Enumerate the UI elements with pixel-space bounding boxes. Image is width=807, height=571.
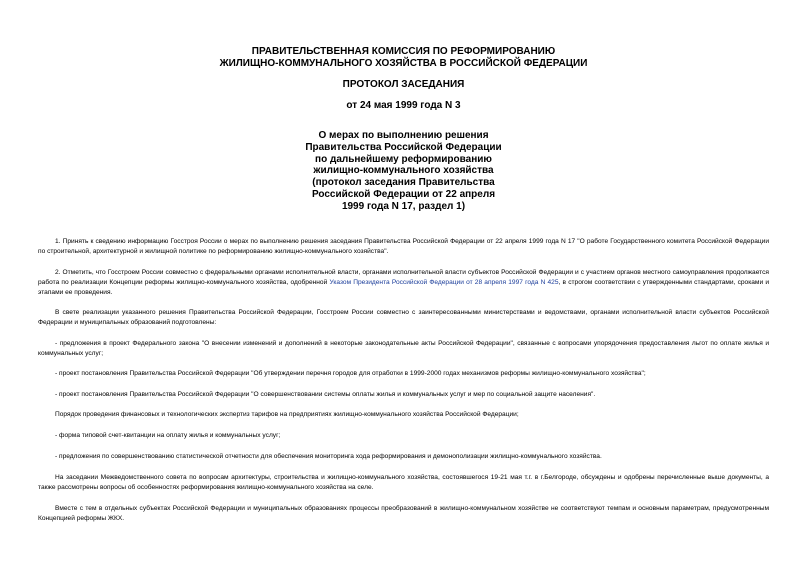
subject-line: Российской Федерации от 22 апреля — [311, 188, 496, 200]
paragraph-6: - проект постановления Правительства Российской Федерации "О совершенствовании системы оплаты жилья и коммунальных услуг и мер по социальной защите населения". — [55, 391, 596, 398]
presidential-decree-link[interactable]: Указом Президента Российской Федерации от 28 апреля 1997 года N 425 — [329, 279, 559, 286]
document-type: ПРОТОКОЛ ЗАСЕДАНИЯ — [342, 79, 465, 90]
document-body — [38, 0, 769, 571]
issuer-line-2: ЖИЛИЩНО-КОММУНАЛЬНОГО ХОЗЯЙСТВА В РОССИЙСКОЙ ФЕДЕРАЦИИ — [219, 58, 588, 69]
subject-line: жилищно-коммунального хозяйства — [313, 165, 494, 177]
paragraph-7: Порядок проведения финансовых и технологических экспертиз тарифов на предприятиях жилищно-коммунального хозяйства Российской Федерации; — [55, 411, 519, 418]
document-date: от 24 мая 1999 года N 3 — [346, 100, 461, 111]
paragraph-2-text-start: 2. Отметить, что Госстроем России совместно с федеральными органами исполнительной власти, органами исполнительной власти субъектов Российской Федерации и с участием органов местного самоуправления продолжается работа по реализации Концепции реформы жилищно-коммунального хозяйства, одобренной — [38, 269, 769, 286]
paragraph-3: В свете реализации указанного решения Правительства Российской Федерации, Госстроем России совместно с заинтересованными министерствами и ведомствами, органами исполнительной власти субъектов Российской Федерации и муниципальных образований подготовлены: — [38, 309, 769, 326]
paragraph-11: Вместе с тем в отдельных субъектах Российской Федерации и муниципальных образованиях процессы преобразований в жилищно-коммунальном хозяйстве не соответствуют темпам и основным параметрам, предусмотренным Концепцией реформы ЖКХ. — [38, 505, 769, 522]
paragraph-2-text-end: , в строгом соответствии с утвержденными стандартами, сроками и этапами ее проведения. — [38, 279, 769, 296]
paragraph-8: - форма типовой счет-квитанции на оплату жилья и коммунальных услуг; — [55, 432, 281, 439]
subject-line: (протокол заседания Правительства — [312, 177, 495, 189]
paragraph-4: - предложения в проект Федерального закона "О внесении изменений и дополнений в некоторые законодательные акты Российской Федерации", связанные с вопросами упорядочения предоставления льгот по оплате жилья и коммунальных услуг; — [38, 340, 769, 357]
paragraph-1: 1. Принять к сведению информацию Госстроя России о мерах по выполнению решения заседания Правительства Российской Федерации от 22 апреля 1999 года N 17 "О работе Государственного комитета Российской Федерации по строительной, архитектурной и жилищной политике по реформированию жилищно-коммунального хозяйства". — [38, 238, 769, 255]
paragraph-10: На заседании Межведомственного совета по вопросам архитектуры, строительства и жилищно-коммунального хозяйства, состоявшегося 19-21 мая т.г. в г.Белгороде, обсуждены и одобрены перечисленные выше документы, а также рассмотрены вопросы об особенностях реформирования жилищно-коммунального хозяйства на селе. — [38, 474, 769, 491]
paragraph-5: - проект постановления Правительства Российской Федерации "Об утверждении перечня городов для отработки в 1999-2000 годах механизмов реформы жилищно-коммунального хозяйства"; — [55, 370, 646, 377]
paragraph-2 — [38, 268, 769, 298]
subject-line: по дальнейшему реформированию — [315, 153, 492, 165]
paragraph-9: - предложения по совершенствованию статистической отчетности для обеспечения мониторинга хода реформирования и демонополизации жилищно-коммунального хозяйства. — [55, 453, 602, 460]
subject-line: Правительства Российской Федерации — [305, 141, 502, 153]
subject-line: 1999 года N 17, раздел 1) — [341, 200, 466, 212]
subject-line: О мерах по выполнению решения — [318, 130, 489, 141]
issuer-line-1: ПРАВИТЕЛЬСТВЕННАЯ КОМИССИЯ ПО РЕФОРМИРОВАНИЮ — [251, 46, 556, 57]
